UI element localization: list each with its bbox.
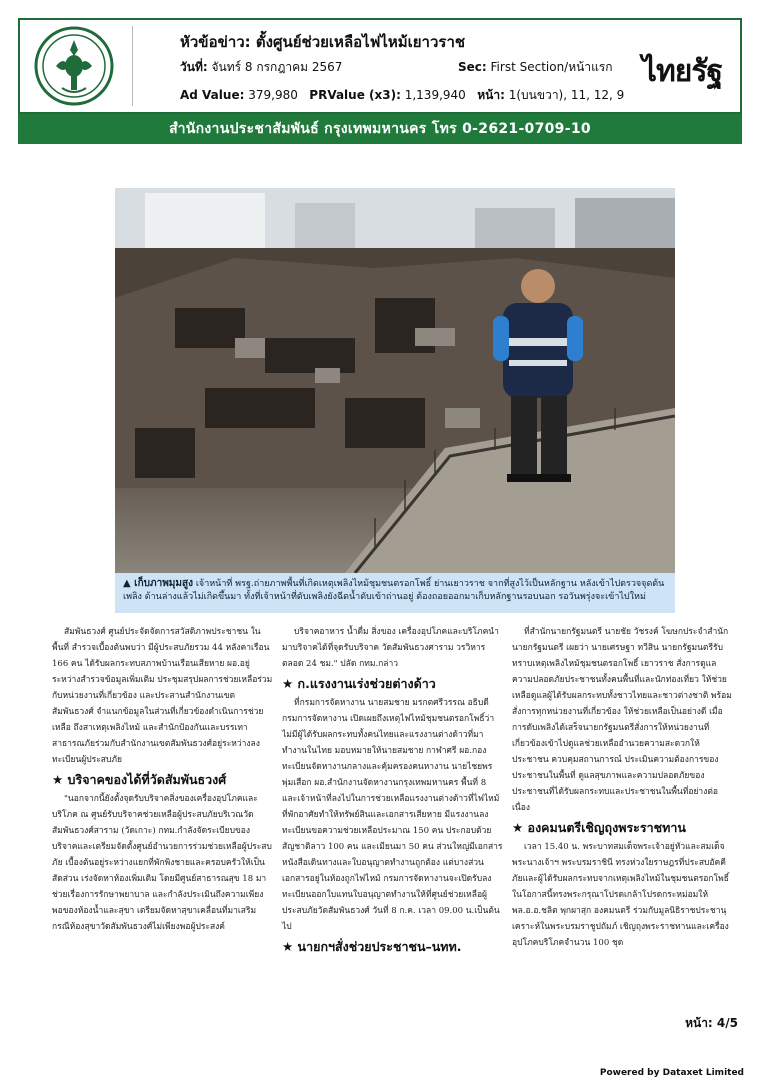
logo-divider <box>132 26 133 106</box>
article-paragraph: บริจาคอาหาร น้ำดื่ม สิ่งของ เครื่องอุปโภคและบริโภคนำมาบริจาคได้ที่จุดรับบริจาค วัดสัมพันธวงศาราม วรวิหาร ตลอด 24 ชม." ปลัด กทม.กล่าว <box>282 627 499 669</box>
subheading-donation: ★ บริจาคของได้ที่วัดสัมพันธวงศ์ <box>52 772 227 787</box>
page-value: 1(บนขวา), 11, 12, 9 <box>508 88 625 102</box>
article-paragraph: เวลา 15.40 น. พระบาทสมเด็จพระเจ้าอยู่หัวและสมเด็จพระนางเจ้าฯ พระบรมราชินี ทรงห่วงใยราษฎรที่ประสบอัคคีภัยและผู้ได้รับผลกระทบจากเหตุเพลิงไหม้ในชุมชนตรอกโพธิ์ ในโอกาสนี้ทรงพระกรุณาโปรดเกล้าโปรดกระหม่อมให้ พล.อ.อ.ชลิต พุกผาสุก องคมนตรี ร่วมกับมูลนิธิราชประชานุเคราะห์ในพระบรมราชูปถัมภ์ เชิญถุงพระราชทานและเครื่องอุปโภคบริโภคจำนวน 100 ชุด <box>512 842 729 948</box>
date-row <box>180 58 342 77</box>
headline-row <box>180 30 465 54</box>
pr-value: 1,139,940 <box>404 88 466 102</box>
subheading-labor: ★ ก.แรงงานเร่งช่วยต่างด้าว <box>282 676 436 691</box>
article-paragraph: ที่สำนักนายกรัฐมนตรี นายชัย วัชรงค์ โฆษกประจำสำนักนายกรัฐมนตรี เผยว่า นายเศรษฐา ทวีสิน นายกรัฐมนตรีรับทราบเหตุเพลิงไหม้ชุมชนตรอกโพธิ์ เยาวราช สั่งการดูแลความปลอดภัยประชาชนทั้งคนพื้นที่และนักท่องเที่ยว ให้ช่วยเหลือดูแลผู้ได้รับผลกระทบทั้งชาวไทยและชาวต่างชาติ พร้อมสั่งการทุกหน่วยงานที่เกี่ยวข้อง ให้ช่วยเหลือเป็นอย่างดี เมื่อการดับเพลิงได้เสร็จนายกรัฐมนตรีสั่งการให้หน่วยงานที่เกี่ยวข้องเข้าไปดูแลช่วยเหลืออำนวยความสะดวกให้ประชาชน ควบคุมสถานการณ์ ประเมินความต้องการของประชาชนในพื้นที่ ดูแลสุขภาพและความปลอดภัยของประชาชนที่ได้รับผลกระทบและประชาชนในพื้นที่อย่างต่อเนื่อง <box>512 627 732 813</box>
powered-by-footer: Powered by Dataxet Limited <box>599 1068 744 1078</box>
headline-text: ตั้งศูนย์ช่วยเหลือไฟไหม้เยาวราช <box>255 33 466 51</box>
ad-label: Ad Value: <box>180 88 245 102</box>
fire-scene-photo <box>115 188 675 573</box>
date-value: จันทร์ 8 กรกฎาคม 2567 <box>211 60 343 74</box>
date-label: วันที่: <box>180 60 208 74</box>
caption-lead: ▲ เก็บภาพมุมสูง <box>123 578 193 589</box>
office-contact-bar: สำนักงานประชาสัมพันธ์ กรุงเทพมหานคร โทร 0-2621-0709-10 <box>18 114 742 144</box>
value-row <box>180 86 624 105</box>
caption-text: เจ้าหน้าที่ พรฐ.ถ่ายภาพพื้นที่เกิดเหตุเพลิงไหม้ชุมชนตรอกโพธิ์ ย่านเยาวราช จากที่สูงไว้เป็นหลักฐาน หลังเข้าไปตรวจจุดต้นเพลิง ด้านล่างแล้วไม่เกิดขึ้นมา ทั้งที่เจ้าหน้าที่ดับเพลิงยังฉีดน้ำดับเข้าถ่านอยู่ ต้องถอยออกมาเก็บหลักฐานรอบนอก รอวันพรุ่งจะเข้าไปใหม่ <box>123 579 665 602</box>
subheading-pm: ★ นายกฯสั่งช่วยประชาชน–นทท. <box>282 939 462 954</box>
newspaper-brand: ไทยรัฐ <box>641 54 722 89</box>
page-number: หน้า: 4/5 <box>685 1016 738 1030</box>
article-paragraph: ที่กรมการจัดหางาน นายสมชาย มรกตศรีวรรณ อธิบดีกรมการจัดหางาน เปิดเผยถึงเหตุไฟไหม้ชุมชนตรอกโพธิ์ว่าไม่มีผู้ได้รับผลกระทบทั้งคนไทยและแรงงานต่างด้าวที่มาทำงานในไทย มอบหมายให้นายสมชาย กาฬาศรี ผอ.กองทะเบียนจัดหางานกลางและคุ้มครองคนหางาน นายไชยพร พุ่มเสือก ผอ.สำนักงานจัดหางานกรุงเทพมหานคร พื้นที่ 8 และเจ้าหน้าที่ลงไปในการช่วยเหลือแรงงานต่างด้าวที่ไฟไหม้ที่พักอาศัยทำให้ทรัพย์สินและเอกสารเสียหาย มีแรงงานลงทะเบียนขอความช่วยเหลือประมาณ 150 คน ประกอบด้วยสัญชาติลาว 100 คน และเมียนมา 50 คน ส่วนใหญ่มีเอกสารหนังสือเดินทางและใบอนุญาตทำงานถูกต้อง แต่บางส่วนเอกสารอยู่ในห้องถูกไฟไหม้ กรมการจัดหางานจะเปิดรับลงทะเบียนออกใบแทนใบอนุญาตทำงานให้ที่ศูนย์ช่วยเหลือผู้ประสบภัยวัดสัมพันธวงศ์ วันที่ 8 ก.ค. เวลา 09.00 น.เป็นต้นไป <box>282 698 503 932</box>
subheading-privy-council: ★ องคมนตรีเชิญถุงพระราชทาน <box>512 820 686 835</box>
article-paragraph: สัมพันธวงศ์ ศูนย์ประจัดจัดการสวัสดิภาพประชาชน ในพื้นที่ สำรวจเบื้องต้นพบว่า มีผู้ประสบภัยรวม 44 หลังคาเรือน 166 คน ได้รับผลกระทบสภาพบ้านเรือนเสียหาย ผอ.อยู่ระหว่างสำรวจข้อมูลเพิ่มเติม ประชุมสรุปผลการช่วยเหลือร่วมกับหน่วยงานที่เกี่ยวข้อง และประสานสำนักงานเขตสัมพันธวงศ์ จำแนกข้อมูลในส่วนที่เกี่ยวข้องดำเนินการช่วยเหลือ ถึงสาเหตุเพลิงไหม้ และสำนักป้องกันและบรรเทาสาธารณภัยร่วมกับสำนักงานเขตสัมพันธวงศ์อยู่ระหว่างลงทะเบียนผู้ประสบภัย <box>52 627 273 765</box>
headline-label: หัวข้อข่าว: <box>180 33 251 51</box>
pr-label: PRValue (x3): <box>309 88 401 102</box>
article-column-3 <box>512 624 734 951</box>
page-label: หน้า: <box>477 88 505 102</box>
section-label: Sec: <box>458 60 487 74</box>
section-row <box>458 58 613 77</box>
photo-caption <box>115 573 675 613</box>
bma-seal-logo <box>34 26 114 106</box>
clipping-header <box>18 18 742 114</box>
article-paragraph: "นอกจากนี้ยังตั้งจุดรับบริจาคสิ่งของเครื่องอุปโภคและบริโภค ณ ศูนย์รับบริจาคช่วยเหลือผู้ประสบภัยบริเวณวัดสัมพันธวงศ์สาราม (วัดเกาะ) กทม.กำลังจัดระเบียบของบริจาคและเตรียมจัดตั้งศูนย์อำนวยการร่วมช่วยเหลือผู้ประสบภัย เบื้องต้นอยู่ระหว่างแยกที่พักพิงชายและครอบครัวให้เป็นสัดส่วน เร่งจัดหาห้องเพิ่มเติม โดยมีศูนย์สาธารณสุข 18 มาช่วยเรื่องการรักษาพยาบาล และกำลังประเมินถึงความเพียงพอของห้องน้ำและสุขา เตรียมจัดหาสุขาเคลื่อนที่มาเสริม กรณีห้องสุขาวัดสัมพันธวงศ์ไม่เพียงพอผู้ประสงค์ <box>52 794 272 932</box>
ad-value: 379,980 <box>248 88 298 102</box>
article-column-1 <box>52 624 274 935</box>
section-value: First Section/หน้าแรก <box>490 60 613 74</box>
article-column-2 <box>282 624 504 958</box>
